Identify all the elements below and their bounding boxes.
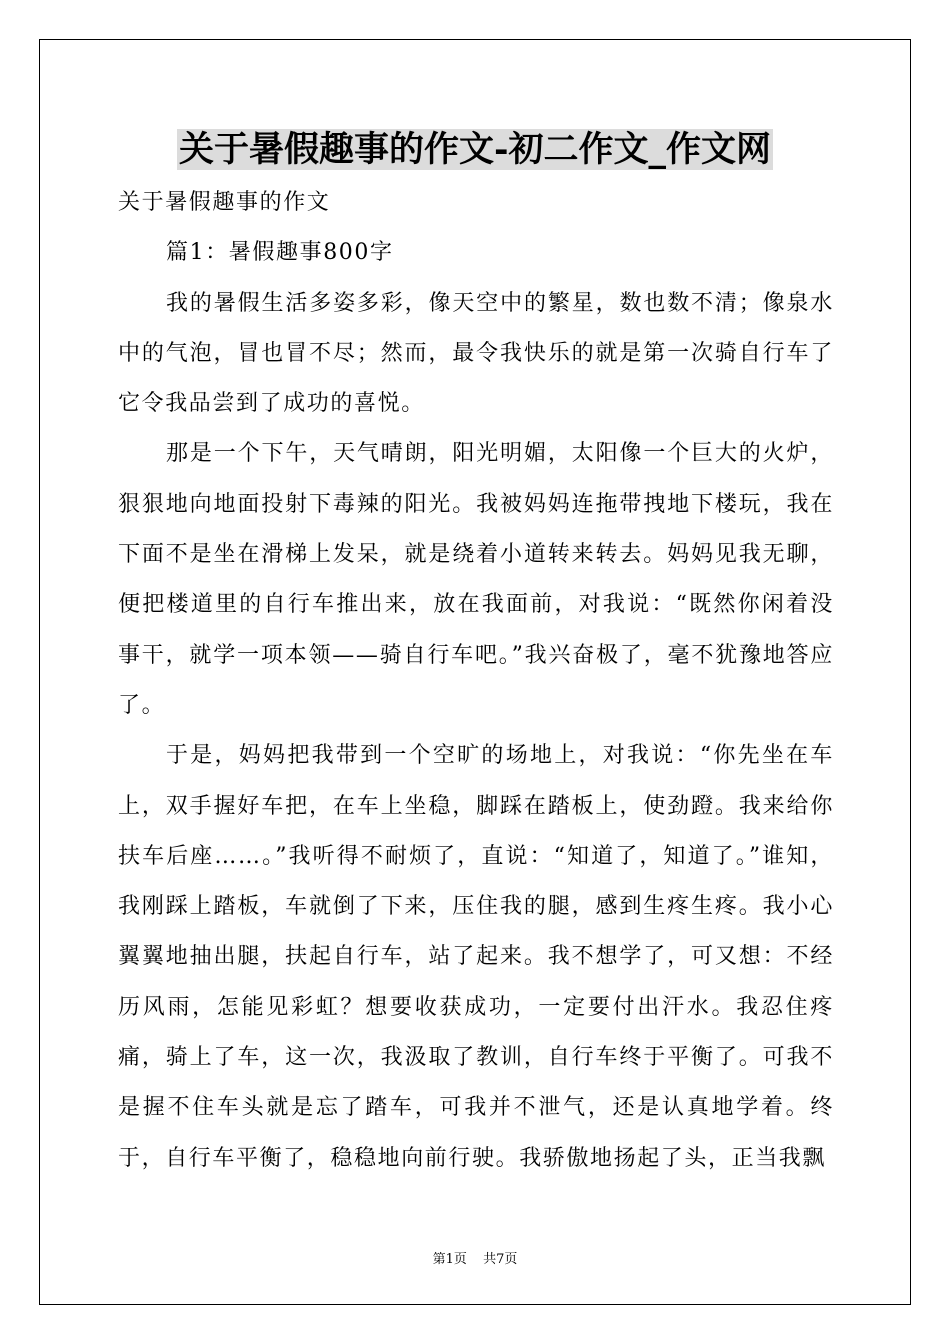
document-title: [0, 128, 950, 172]
document-title-text: 关于暑假趣事的作文-初二作文_作文网: [178, 129, 772, 170]
document-body: [118, 178, 834, 1184]
page-footer: [0, 1248, 950, 1267]
paragraph-2: 那是一个下午，天气晴朗，阳光明媚，太阳像一个巨大的火炉，狠狠地向地面投射下毒辣的阳光。我被妈妈连拖带拽地下楼玩，我在下面不是坐在滑梯上发呆，就是绕着小道转来转去。妈妈见我无聊，便把楼道里的自行车推出来，放在我面前，对我说：“既然你闲着没事干，就学一项本领——骑自行车吧。”我兴奋极了，毫不犹豫地答应了。: [118, 441, 834, 718]
document-subtitle: 关于暑假趣事的作文: [118, 190, 331, 215]
paragraph-3: 于是，妈妈把我带到一个空旷的场地上，对我说：“你先坐在车上，双手握好车把，在车上坐稳，脚踩在踏板上，使劲蹬。我来给你扶车后座……。”我听得不耐烦了，直说：“知道了，知道了。”谁知，我刚踩上踏板，车就倒了下来，压住我的腿，感到生疼生疼。我小心翼翼地抽出腿，扶起自行车，站了起来。我不想学了，可又想：不经历风雨，怎能见彩虹？想要收获成功，一定要付出汗水。我忍住疼痛，骑上了车，这一次，我汲取了教训，自行车终于平衡了。可我不是握不住车头就是忘了踏车，可我并不泄气，还是认真地学着。终于，自行车平衡了，稳稳地向前行驶。我骄傲地扬起了头，正当我飘: [118, 743, 834, 1171]
page-number: 第1页: [432, 1252, 467, 1267]
section-heading: 篇1：暑假趣事800字: [166, 240, 394, 266]
paragraph-1: 我的暑假生活多姿多彩，像天空中的繁星，数也数不清；像泉水中的气泡，冒也冒不尽；然而，最令我快乐的就是第一次骑自行车了它令我品尝到了成功的喜悦。: [118, 290, 834, 417]
page-total: 共7页: [483, 1252, 518, 1267]
